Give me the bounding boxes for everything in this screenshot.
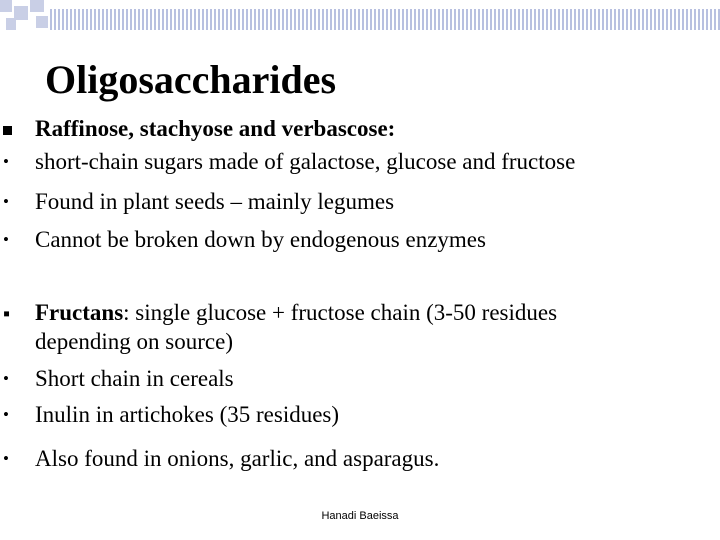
corner-decoration bbox=[0, 0, 55, 40]
section1-heading bbox=[35, 115, 395, 143]
dot-bullet-icon: • bbox=[3, 449, 9, 468]
section1-heading-text: Raffinose, stachyose and verbascose: bbox=[35, 116, 396, 141]
dot-bullet-icon: • bbox=[3, 369, 9, 388]
section1-item: short-chain sugars made of galactose, glucose and fructose bbox=[35, 149, 576, 174]
header-stripe-band bbox=[50, 9, 720, 30]
section2-heading bbox=[35, 299, 557, 327]
dot-bullet-icon: • bbox=[3, 192, 9, 211]
section2-heading-cont: depending on source) bbox=[35, 329, 233, 354]
section2-heading-rest: : single glucose + fructose chain (3-50 residues bbox=[123, 300, 558, 325]
section2-item: Short chain in cereals bbox=[35, 366, 234, 391]
section2-item: Also found in onions, garlic, and asparagus. bbox=[35, 446, 440, 471]
square-bullet-icon bbox=[3, 118, 13, 128]
slide-title: Oligosaccharides bbox=[45, 57, 337, 102]
dot-bullet-icon: • bbox=[3, 230, 9, 249]
dot-bullet-icon: • bbox=[3, 152, 9, 171]
section1-item: Cannot be broken down by endogenous enzymes bbox=[35, 227, 486, 252]
section2-heading-bold: Fructans bbox=[35, 300, 124, 325]
section1-item: Found in plant seeds – mainly legumes bbox=[35, 189, 395, 214]
dot-bullet-icon: • bbox=[3, 405, 9, 424]
square-bullet-icon: ▪ bbox=[3, 303, 11, 325]
section2-item: Inulin in artichokes (35 residues) bbox=[35, 402, 340, 427]
footer-author: Hanadi Baeissa bbox=[321, 510, 399, 522]
